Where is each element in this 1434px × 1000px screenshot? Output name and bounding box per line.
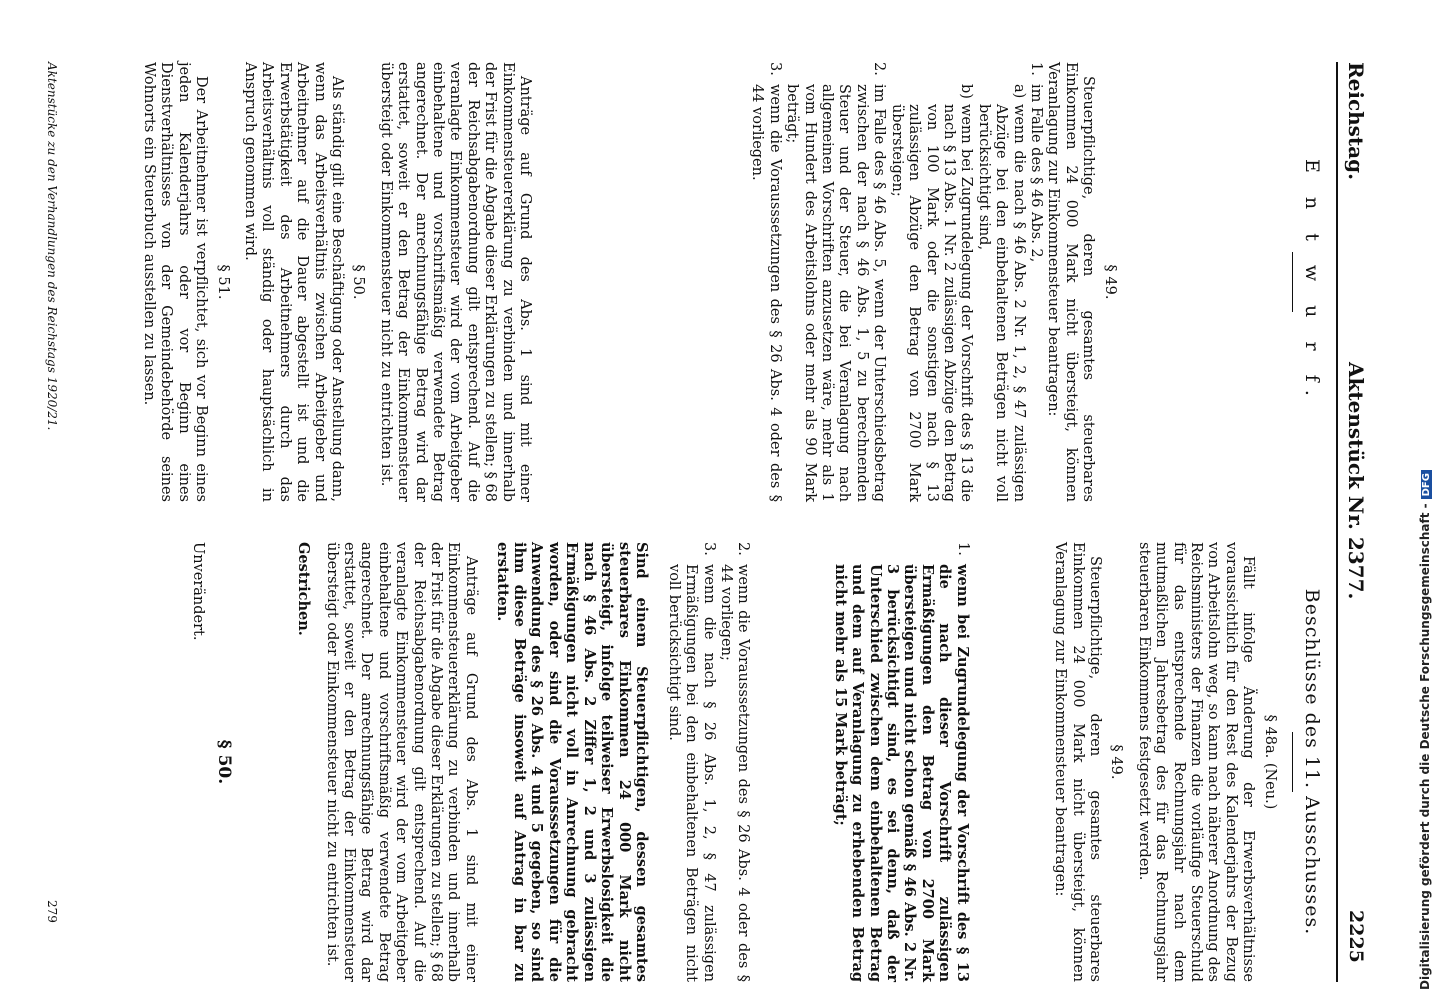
section-heading: § 49. bbox=[1108, 744, 1125, 780]
right-column-heading: Beschlüsse des 11. Ausschusses. bbox=[1301, 588, 1323, 936]
list-item: 2. wenn die Vorausssetzungen des § 26 Abs. 4 oder des § 44 vorliegen; bbox=[718, 542, 752, 982]
paragraph: Fällt infolge Änderung der Erwerbsverhältnisse voraussichtlich für den Rest des Kalenderjahrs der Bezug von Arbeitslohn weg, so kann nach näherer Anordnung des Reichsministers der Finanzen die vorläufige Steuerschuld für das entsprechende Rechnungsjahr nach dem mutmaßlichen Jahresbetrag des für das Rechnungsjahr steuerbaren Einkommens festgesetzt werden. bbox=[1135, 542, 1257, 982]
dfg-logo: DFG bbox=[1421, 470, 1432, 499]
list-item: 3. wenn die nach § 26 Abs. 1, 2, § 47 zulässigen Ermäßigungen bei den einbehaltenen Beträgen nicht voll berücksichtigt sind. bbox=[665, 542, 717, 982]
paragraph: Steuerpflichtige, deren gesamtes steuerbares Einkommen 24 000 Mark nicht übersteigt, können Veranlagung zur Einkommensteuer beantragen: bbox=[1052, 542, 1103, 982]
section-heading: § 49. bbox=[1101, 264, 1118, 300]
unchanged-note: Unverändert. bbox=[190, 542, 207, 641]
list-item: 3. wenn die Vorausssetzungen des § 26 Abs. 4 oder des § 44 vorliegen. bbox=[749, 62, 783, 502]
heading-rule bbox=[1292, 732, 1293, 792]
header-rule bbox=[1336, 62, 1338, 982]
running-header bbox=[1340, 62, 1368, 982]
right-column bbox=[189, 542, 1323, 982]
left-column bbox=[140, 62, 1323, 502]
list-item: 1. im Falle des § 46 Abs. 2, bbox=[1027, 62, 1044, 263]
left-column-heading: E n t w u r f. bbox=[1301, 159, 1323, 405]
sub-item: b) wenn bei Zugrundelegung der Vorschrift des § 13 die nach § 13 Abs. 1 Nr. 2 zulässigen Abzüge den Betrag von 100 Mark oder die sonstigen nach § 13 zulässigen Abzüge den Betrag von 2700 Mark übersteigen; bbox=[888, 84, 975, 502]
paragraph: Anträge auf Grund des Abs. 1 sind mit einer Einkommensteuererklärung zu verbinden und innerhalb der Frist für die Abgabe dieser Erklärungen zu stellen; § 68 der Reichsabgabenordnung gilt entsprechend. Auf die veranlagte Einkommensteuer wird der vom Arbeitgeber einbehaltene und vorschriftsmäßig verwendete Betrag angerechnet. Der anrechnungsfähige Betrag wird dar erstattet, soweit er den Betrag der Einkommensteuer übersteigt oder Einkommensteuer nicht zu entrichten ist. bbox=[323, 542, 479, 982]
list-item: 1. wenn bei Zugrundelegung der Vorschrift des § 13 die nach dieser Vorschrift zulässigen Ermäßigungen den Betrag von 2700 Mark übersteigen und nicht schon gemäß § 46 Abs. 2 Nr. 3 berücksichtigt sind, es sei denn, daß der Unterschied zwischen dem einbehaltenen Betrag und dem auf Veranlagung zu erhebenden Betrag nicht mehr als 15 Mark beträgt; bbox=[831, 542, 971, 982]
digitization-credit bbox=[1418, 470, 1432, 990]
page-number: 2225 bbox=[1345, 910, 1367, 963]
paragraph: Der Arbeitnehmer ist verpflichtet, sich vor Beginn eines jeden Kalenderjahrs oder vor Beginn eines Dienstverhältnisses von der Gemeindebehörde seines Wohnorts ein Steuerbuch ausstellen zu lassen. bbox=[140, 62, 210, 502]
struck-note: Gestrichen. bbox=[295, 542, 313, 636]
section-heading: § 50. bbox=[213, 739, 234, 785]
paragraph: Anträge auf Grund des Abs. 1 sind mit einer Einkommensteuererklärung zu verbinden und innerhalb der Frist für die Abgabe dieser Erklärungen zu stellen; § 68 der Reichsabgabenordnung gilt entsprechend. Auf die veranlagte Einkommensteuer wird der vom Arbeitgeber einbehaltene und vorschriftsmäßig verwendete Betrag angerechnet. Der anrechnungsfähige Betrag wird dar erstattet, soweit er den Betrag der Einkommensteuer übersteigt oder Einkommensteuer nicht zu entrichten ist. bbox=[377, 62, 534, 502]
bold-paragraph: Sind einem Steuerpflichtigen, dessen gesamtes steuerbares Einkommen 24 000 Mark nicht übersteigt, infolge teilweiser Erwerbslosigkeit die nach § 46 Abs. 2 Ziffer 1, 2 und 3 zulässigen Ermäßigungen nicht voll in Anrechnung gebracht worden, oder sind die Vorausssetzungen für die Anwendung des § 26 Abs. 4 und 5 gegeben, so sind ihm diese Beträge insoweit auf Antrag in bar zu erstatten. bbox=[493, 542, 650, 982]
section-heading: § 50. bbox=[350, 264, 367, 300]
section-heading: § 48a. (Neu.) bbox=[1261, 714, 1278, 810]
paragraph: Als ständig gilt eine Beschäftigung oder Anstellung dann, wenn das Arbeitsverhältnis zwischen Arbeitgeber und Arbeitnehmer auf die Dauer abgestellt ist und die Erwerbstätigkeit des Arbeitnehmers durch das Arbeitsverhältnis voll ständig oder hauptsächlich in Anspruch genommen wird. bbox=[241, 62, 345, 502]
list-item: 2. im Falle des § 46 Abs. 5, wenn der Unterschiedsbetrag zwischen der nach § 46 Abs. 1, 5 zu berechnenden Steuer und der Steuer, die bei Veranlagung nach allgemeinen Vorschriften anzusetzen wäre, mehr als 1 vom Hundert des Arbeitslohns oder mehr als 90 Mark beträgt; bbox=[784, 62, 888, 502]
footer-code: 279 bbox=[45, 900, 59, 923]
paragraph: Steuerpflichtige, deren gesamtes steuerbares Einkommen 24 000 Mark nicht übersteigt, können Veranlagung zur Einkommensteuer beantragen: bbox=[1045, 62, 1097, 502]
footer-note: Aktenstücke zu den Verhandlungen des Reichstags 1920/21. bbox=[45, 62, 59, 431]
credit-text: Digitalisierung gefördert durch die Deutsche Forschungsgemeinschaft - bbox=[1418, 503, 1432, 990]
sub-item: a) wenn die nach § 46 Abs. 2 Nr. 1, 2, § 47 zulässigen Abzüge bei den einbehaltenen Beträgen nicht voll berücksichtigt sind, bbox=[975, 84, 1027, 502]
header-center: Aktenstück Nr. 2377. bbox=[1344, 362, 1368, 600]
header-left: Reichstag. bbox=[1344, 62, 1368, 181]
section-heading: § 51. bbox=[214, 264, 231, 300]
heading-rule bbox=[1292, 252, 1293, 312]
